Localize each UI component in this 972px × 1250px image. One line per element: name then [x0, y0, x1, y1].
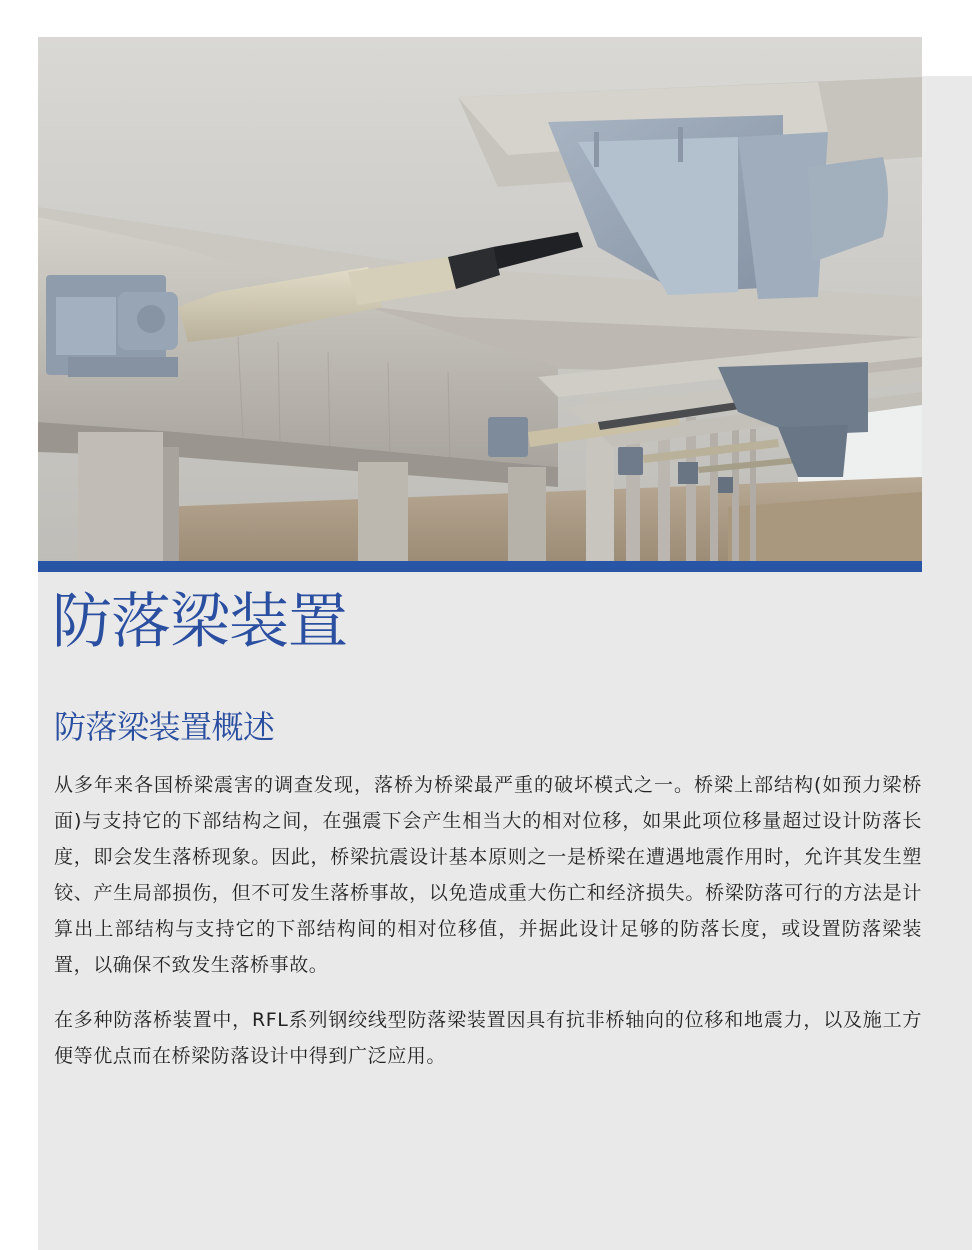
body-paragraph-2: 在多种防落桥装置中，RFL系列钢绞线型防落梁装置因具有抗非桥轴向的位移和地震力，以及施工方便等优点而在桥梁防落设计中得到广泛应用。 [54, 1009, 922, 1067]
section-heading: 防落梁装置概述 [54, 708, 275, 746]
accent-divider-bar [38, 561, 922, 572]
page-title: 防落梁装置 [52, 587, 347, 657]
bridge-restrainer-image [38, 37, 922, 561]
body-paragraph-1: 从多年来各国桥梁震害的调查发现，落桥为桥梁最严重的破坏模式之一。桥梁上部结构(如预力梁桥面)与支持它的下部结构之间，在强震下会产生相当大的相对位移，如果此项位移量超过设计防落长度，即会发生落桥现象。因此，桥梁抗震设计基本原则之一是桥梁在遭遇地震作用时，允许其发生塑铰、产生局部损伤，但不可发生落桥事故，以免造成重大伤亡和经济损失。桥梁防落可行的方法是计算出上部结构与支持它的下部结构间的相对位移值，并据此设计足够的防落长度，或设置防落梁装置，以确保不致发生落桥事故。 [54, 774, 922, 976]
hero-photo [38, 37, 922, 561]
